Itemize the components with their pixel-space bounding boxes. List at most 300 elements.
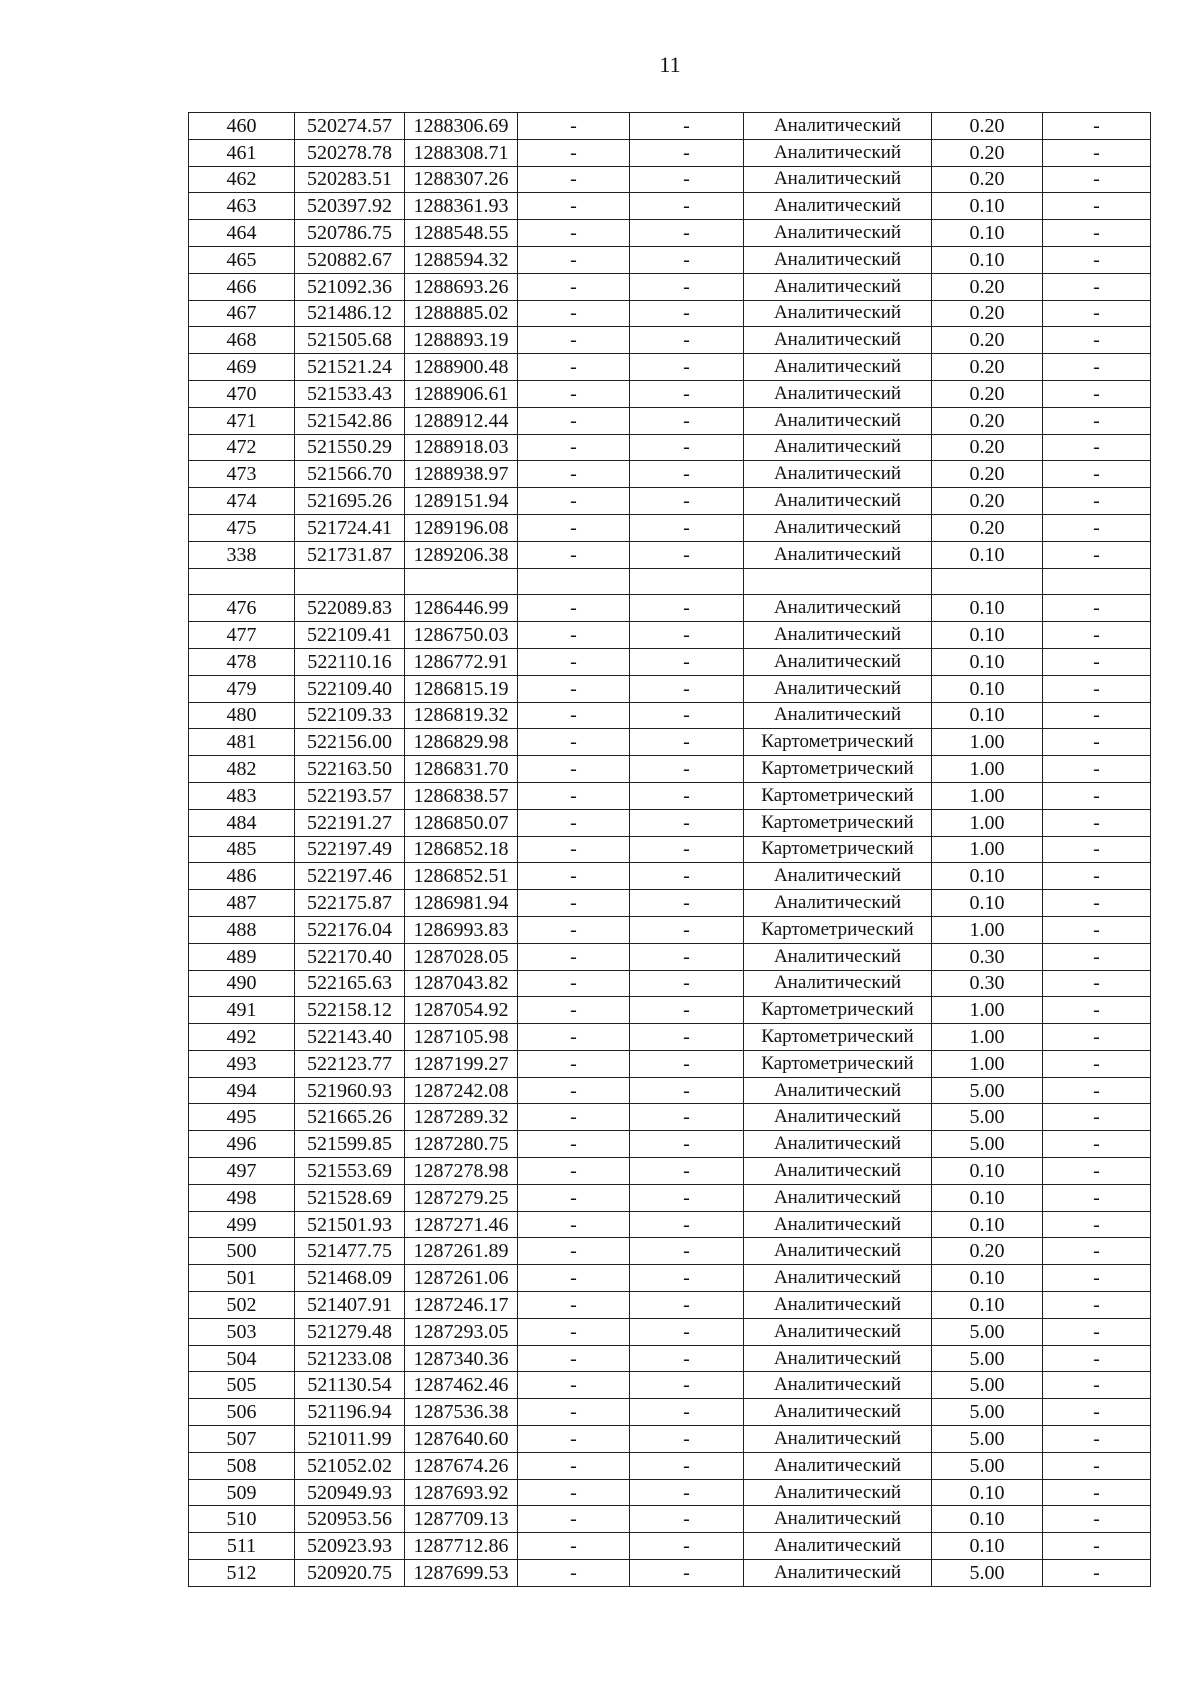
method-cell: Аналитический: [744, 273, 932, 300]
table-row: [189, 1158, 1151, 1185]
coord-x: 520923.93: [295, 1533, 405, 1560]
coord-y: 1286850.07: [405, 809, 518, 836]
table-row: [189, 836, 1151, 863]
dash-cell: -: [518, 461, 630, 488]
method-cell: Аналитический: [744, 434, 932, 461]
coord-x: 521486.12: [295, 300, 405, 327]
accuracy-cell: 0.10: [932, 1506, 1043, 1533]
dash-cell: -: [630, 782, 744, 809]
table-row: [189, 1131, 1151, 1158]
coord-x: 521542.86: [295, 407, 405, 434]
table-row: [189, 648, 1151, 675]
coord-y: 1287271.46: [405, 1211, 518, 1238]
dash-cell: -: [630, 702, 744, 729]
method-cell: Аналитический: [744, 407, 932, 434]
accuracy-cell: 0.20: [932, 300, 1043, 327]
point-number: 512: [189, 1560, 295, 1587]
coord-y: 1287246.17: [405, 1292, 518, 1319]
point-number: 479: [189, 675, 295, 702]
method-cell: Аналитический: [744, 595, 932, 622]
dash-cell: -: [630, 113, 744, 140]
coord-x: 521501.93: [295, 1211, 405, 1238]
method-cell: Аналитический: [744, 354, 932, 381]
method-cell: Аналитический: [744, 1104, 932, 1131]
coord-y: 1287242.08: [405, 1077, 518, 1104]
point-number: 487: [189, 890, 295, 917]
accuracy-cell: 0.10: [932, 1211, 1043, 1238]
accuracy-cell: 0.20: [932, 273, 1043, 300]
dash-cell: -: [518, 916, 630, 943]
dash-cell: -: [630, 193, 744, 220]
dash-cell: -: [518, 863, 630, 890]
dash-cell: -: [1043, 1265, 1151, 1292]
dash-cell: -: [1043, 809, 1151, 836]
dash-cell: -: [1043, 1506, 1151, 1533]
accuracy-cell: 5.00: [932, 1560, 1043, 1587]
dash-cell: -: [518, 1265, 630, 1292]
accuracy-cell: 5.00: [932, 1318, 1043, 1345]
dash-cell: -: [630, 756, 744, 783]
dash-cell: -: [630, 648, 744, 675]
table-row: [189, 1560, 1151, 1587]
point-number: 481: [189, 729, 295, 756]
point-number: 461: [189, 139, 295, 166]
accuracy-cell: 5.00: [932, 1452, 1043, 1479]
method-cell: Аналитический: [744, 1399, 932, 1426]
method-cell: Аналитический: [744, 193, 932, 220]
dash-cell: -: [630, 943, 744, 970]
table-row-empty: [189, 568, 1151, 595]
dash-cell: -: [1043, 1318, 1151, 1345]
method-cell: Аналитический: [744, 1479, 932, 1506]
dash-cell: -: [630, 434, 744, 461]
coord-x: 520283.51: [295, 166, 405, 193]
method-cell: Аналитический: [744, 1452, 932, 1479]
table-row: [189, 246, 1151, 273]
dash-cell: -: [630, 300, 744, 327]
dash-cell: -: [518, 970, 630, 997]
accuracy-cell: 5.00: [932, 1426, 1043, 1453]
point-number: 506: [189, 1399, 295, 1426]
dash-cell: -: [518, 488, 630, 515]
dash-cell: -: [630, 595, 744, 622]
dash-cell: -: [1043, 863, 1151, 890]
dash-cell: -: [518, 1479, 630, 1506]
coord-x: 522109.41: [295, 622, 405, 649]
coord-x: 521407.91: [295, 1292, 405, 1319]
dash-cell: -: [518, 1184, 630, 1211]
coord-x: 522165.63: [295, 970, 405, 997]
accuracy-cell: 0.10: [932, 702, 1043, 729]
accuracy-cell: 0.10: [932, 1479, 1043, 1506]
method-cell: Аналитический: [744, 702, 932, 729]
method-cell: Аналитический: [744, 488, 932, 515]
dash-cell: -: [630, 1050, 744, 1077]
coord-y: 1288693.26: [405, 273, 518, 300]
method-cell: Аналитический: [744, 970, 932, 997]
dash-cell: -: [630, 970, 744, 997]
table-row: [189, 1077, 1151, 1104]
method-cell: Аналитический: [744, 1372, 932, 1399]
dash-cell: -: [630, 139, 744, 166]
accuracy-cell: 5.00: [932, 1399, 1043, 1426]
coord-y: 1289151.94: [405, 488, 518, 515]
coord-x: 522109.33: [295, 702, 405, 729]
table-row: [189, 916, 1151, 943]
method-cell: Аналитический: [744, 139, 932, 166]
coord-y: 1286446.99: [405, 595, 518, 622]
table-row: [189, 782, 1151, 809]
coord-y: 1288308.71: [405, 139, 518, 166]
coord-x: 521521.24: [295, 354, 405, 381]
table-row: [189, 1292, 1151, 1319]
table-row: [189, 809, 1151, 836]
coord-y: 1287640.60: [405, 1426, 518, 1453]
dash-cell: -: [630, 1345, 744, 1372]
coord-x: 521731.87: [295, 541, 405, 568]
accuracy-cell: 0.10: [932, 193, 1043, 220]
dash-cell: -: [1043, 1024, 1151, 1051]
coord-y: 1287105.98: [405, 1024, 518, 1051]
coord-y: [405, 568, 518, 595]
point-number: 498: [189, 1184, 295, 1211]
dash-cell: -: [630, 488, 744, 515]
dash-cell: -: [518, 622, 630, 649]
accuracy-cell: [932, 568, 1043, 595]
dash-cell: -: [1043, 541, 1151, 568]
accuracy-cell: 0.20: [932, 139, 1043, 166]
coord-x: 522156.00: [295, 729, 405, 756]
coord-x: 520949.93: [295, 1479, 405, 1506]
method-cell: Аналитический: [744, 622, 932, 649]
point-number: 505: [189, 1372, 295, 1399]
point-number: [189, 568, 295, 595]
coord-y: 1286750.03: [405, 622, 518, 649]
dash-cell: -: [518, 1211, 630, 1238]
method-cell: Аналитический: [744, 1426, 932, 1453]
dash-cell: -: [1043, 434, 1151, 461]
coord-y: 1289196.08: [405, 514, 518, 541]
method-cell: Аналитический: [744, 300, 932, 327]
dash-cell: -: [1043, 916, 1151, 943]
dash-cell: -: [518, 1372, 630, 1399]
coord-x: 521566.70: [295, 461, 405, 488]
coord-y: 1286815.19: [405, 675, 518, 702]
coord-y: 1287340.36: [405, 1345, 518, 1372]
dash-cell: -: [518, 434, 630, 461]
coord-x: 522170.40: [295, 943, 405, 970]
dash-cell: -: [1043, 756, 1151, 783]
accuracy-cell: 1.00: [932, 1050, 1043, 1077]
dash-cell: -: [1043, 1292, 1151, 1319]
dash-cell: -: [1043, 702, 1151, 729]
coord-y: 1287293.05: [405, 1318, 518, 1345]
coord-y: 1287279.25: [405, 1184, 518, 1211]
method-cell: Картометрический: [744, 1024, 932, 1051]
table-row: [189, 380, 1151, 407]
coord-x: 520397.92: [295, 193, 405, 220]
dash-cell: -: [518, 890, 630, 917]
point-number: 502: [189, 1292, 295, 1319]
method-cell: Картометрический: [744, 1050, 932, 1077]
accuracy-cell: 1.00: [932, 809, 1043, 836]
point-number: 500: [189, 1238, 295, 1265]
method-cell: Аналитический: [744, 648, 932, 675]
table-row: [189, 1211, 1151, 1238]
point-number: 478: [189, 648, 295, 675]
point-number: 493: [189, 1050, 295, 1077]
point-number: 482: [189, 756, 295, 783]
dash-cell: -: [630, 1372, 744, 1399]
dash-cell: -: [1043, 1238, 1151, 1265]
dash-cell: -: [1043, 166, 1151, 193]
coord-y: 1287709.13: [405, 1506, 518, 1533]
method-cell: Аналитический: [744, 1211, 932, 1238]
dash-cell: -: [518, 139, 630, 166]
accuracy-cell: 0.10: [932, 1184, 1043, 1211]
table-row: [189, 997, 1151, 1024]
dash-cell: -: [518, 1104, 630, 1131]
table-row: [189, 434, 1151, 461]
dash-cell: -: [518, 1452, 630, 1479]
point-number: 507: [189, 1426, 295, 1453]
point-number: 467: [189, 300, 295, 327]
accuracy-cell: 1.00: [932, 782, 1043, 809]
coord-x: 520786.75: [295, 220, 405, 247]
coord-x: 521665.26: [295, 1104, 405, 1131]
dash-cell: -: [1043, 488, 1151, 515]
table-row: [189, 193, 1151, 220]
dash-cell: -: [630, 916, 744, 943]
dash-cell: -: [518, 1560, 630, 1587]
dash-cell: -: [1043, 1158, 1151, 1185]
dash-cell: -: [630, 514, 744, 541]
coord-y: 1287462.46: [405, 1372, 518, 1399]
dash-cell: [1043, 568, 1151, 595]
point-number: 484: [189, 809, 295, 836]
method-cell: Аналитический: [744, 1077, 932, 1104]
accuracy-cell: 5.00: [932, 1345, 1043, 1372]
table-row: [189, 327, 1151, 354]
accuracy-cell: 1.00: [932, 1024, 1043, 1051]
dash-cell: -: [518, 1345, 630, 1372]
coord-x: 520920.75: [295, 1560, 405, 1587]
coord-x: 521599.85: [295, 1131, 405, 1158]
coord-y: 1287199.27: [405, 1050, 518, 1077]
dash-cell: -: [1043, 380, 1151, 407]
dash-cell: -: [630, 836, 744, 863]
accuracy-cell: 1.00: [932, 756, 1043, 783]
table-row: [189, 1506, 1151, 1533]
coord-x: 521196.94: [295, 1399, 405, 1426]
point-number: 475: [189, 514, 295, 541]
coord-x: 520953.56: [295, 1506, 405, 1533]
method-cell: Аналитический: [744, 514, 932, 541]
dash-cell: -: [1043, 300, 1151, 327]
dash-cell: -: [1043, 193, 1151, 220]
point-number: 511: [189, 1533, 295, 1560]
point-number: 464: [189, 220, 295, 247]
coord-x: 522163.50: [295, 756, 405, 783]
coordinates-table: [188, 112, 1151, 1587]
accuracy-cell: 0.10: [932, 622, 1043, 649]
accuracy-cell: 0.30: [932, 943, 1043, 970]
dash-cell: -: [1043, 407, 1151, 434]
coord-x: 521011.99: [295, 1426, 405, 1453]
coord-y: 1288906.61: [405, 380, 518, 407]
dash-cell: -: [630, 1077, 744, 1104]
dash-cell: -: [630, 1452, 744, 1479]
dash-cell: -: [518, 220, 630, 247]
table-row: [189, 970, 1151, 997]
dash-cell: -: [518, 1292, 630, 1319]
coord-x: 521052.02: [295, 1452, 405, 1479]
dash-cell: -: [1043, 1560, 1151, 1587]
accuracy-cell: 0.20: [932, 354, 1043, 381]
dash-cell: -: [1043, 729, 1151, 756]
accuracy-cell: 0.10: [932, 220, 1043, 247]
dash-cell: -: [518, 836, 630, 863]
method-cell: Аналитический: [744, 1238, 932, 1265]
point-number: 497: [189, 1158, 295, 1185]
table-row: [189, 729, 1151, 756]
dash-cell: -: [1043, 1426, 1151, 1453]
point-number: 469: [189, 354, 295, 381]
point-number: 480: [189, 702, 295, 729]
point-number: 462: [189, 166, 295, 193]
dash-cell: -: [630, 1399, 744, 1426]
coord-y: 1287536.38: [405, 1399, 518, 1426]
accuracy-cell: 1.00: [932, 916, 1043, 943]
dash-cell: -: [1043, 113, 1151, 140]
accuracy-cell: 1.00: [932, 997, 1043, 1024]
method-cell: Картометрический: [744, 997, 932, 1024]
dash-cell: -: [630, 220, 744, 247]
point-number: 472: [189, 434, 295, 461]
dash-cell: -: [630, 863, 744, 890]
dash-cell: [518, 568, 630, 595]
dash-cell: -: [1043, 648, 1151, 675]
point-number: 494: [189, 1077, 295, 1104]
coord-x: 522110.16: [295, 648, 405, 675]
coord-y: 1287261.89: [405, 1238, 518, 1265]
dash-cell: -: [1043, 1399, 1151, 1426]
coord-y: 1286852.18: [405, 836, 518, 863]
dash-cell: -: [630, 327, 744, 354]
table-row: [189, 863, 1151, 890]
method-cell: Аналитический: [744, 1506, 932, 1533]
dash-cell: -: [1043, 890, 1151, 917]
dash-cell: -: [518, 702, 630, 729]
table-row: [189, 1024, 1151, 1051]
method-cell: Картометрический: [744, 836, 932, 863]
point-number: 338: [189, 541, 295, 568]
dash-cell: -: [630, 1024, 744, 1051]
accuracy-cell: 0.20: [932, 327, 1043, 354]
point-number: 471: [189, 407, 295, 434]
coord-y: 1288900.48: [405, 354, 518, 381]
dash-cell: -: [518, 782, 630, 809]
coord-x: 522175.87: [295, 890, 405, 917]
coord-y: 1286831.70: [405, 756, 518, 783]
method-cell: Аналитический: [744, 1265, 932, 1292]
method-cell: Аналитический: [744, 675, 932, 702]
coord-y: 1287261.06: [405, 1265, 518, 1292]
method-cell: Аналитический: [744, 943, 932, 970]
coord-y: 1287674.26: [405, 1452, 518, 1479]
dash-cell: -: [518, 1024, 630, 1051]
dash-cell: -: [1043, 1184, 1151, 1211]
dash-cell: -: [630, 166, 744, 193]
point-number: 485: [189, 836, 295, 863]
dash-cell: -: [630, 1318, 744, 1345]
dash-cell: -: [1043, 622, 1151, 649]
coord-y: 1288893.19: [405, 327, 518, 354]
method-cell: Аналитический: [744, 1560, 932, 1587]
dash-cell: -: [1043, 595, 1151, 622]
coord-y: 1286981.94: [405, 890, 518, 917]
dash-cell: -: [630, 1426, 744, 1453]
point-number: 489: [189, 943, 295, 970]
dash-cell: -: [518, 997, 630, 1024]
accuracy-cell: 0.10: [932, 863, 1043, 890]
coord-x: 521724.41: [295, 514, 405, 541]
method-cell: Картометрический: [744, 916, 932, 943]
accuracy-cell: 0.30: [932, 970, 1043, 997]
coord-y: 1287693.92: [405, 1479, 518, 1506]
dash-cell: -: [518, 1399, 630, 1426]
dash-cell: -: [1043, 514, 1151, 541]
point-number: 476: [189, 595, 295, 622]
dash-cell: -: [518, 675, 630, 702]
dash-cell: -: [518, 756, 630, 783]
dash-cell: -: [518, 729, 630, 756]
coord-x: 522197.49: [295, 836, 405, 863]
point-number: 491: [189, 997, 295, 1024]
coord-x: 521533.43: [295, 380, 405, 407]
dash-cell: -: [518, 193, 630, 220]
coord-x: 522191.27: [295, 809, 405, 836]
method-cell: Аналитический: [744, 863, 932, 890]
dash-cell: -: [518, 1506, 630, 1533]
dash-cell: -: [630, 890, 744, 917]
dash-cell: -: [1043, 1372, 1151, 1399]
point-number: 495: [189, 1104, 295, 1131]
coord-x: 522143.40: [295, 1024, 405, 1051]
table-row: [189, 1318, 1151, 1345]
dash-cell: -: [630, 1211, 744, 1238]
coord-y: 1287699.53: [405, 1560, 518, 1587]
coord-x: 522158.12: [295, 997, 405, 1024]
point-number: 488: [189, 916, 295, 943]
coord-y: 1289206.38: [405, 541, 518, 568]
dash-cell: -: [1043, 139, 1151, 166]
accuracy-cell: 0.10: [932, 675, 1043, 702]
coord-x: 521279.48: [295, 1318, 405, 1345]
method-cell: Аналитический: [744, 1292, 932, 1319]
coord-y: 1288594.32: [405, 246, 518, 273]
dash-cell: -: [518, 943, 630, 970]
dash-cell: -: [518, 273, 630, 300]
dash-cell: -: [1043, 782, 1151, 809]
table-row: [189, 541, 1151, 568]
dash-cell: -: [630, 1265, 744, 1292]
coord-y: 1288306.69: [405, 113, 518, 140]
table-row: [189, 1452, 1151, 1479]
dash-cell: -: [1043, 1533, 1151, 1560]
coord-x: 521468.09: [295, 1265, 405, 1292]
dash-cell: -: [518, 1238, 630, 1265]
